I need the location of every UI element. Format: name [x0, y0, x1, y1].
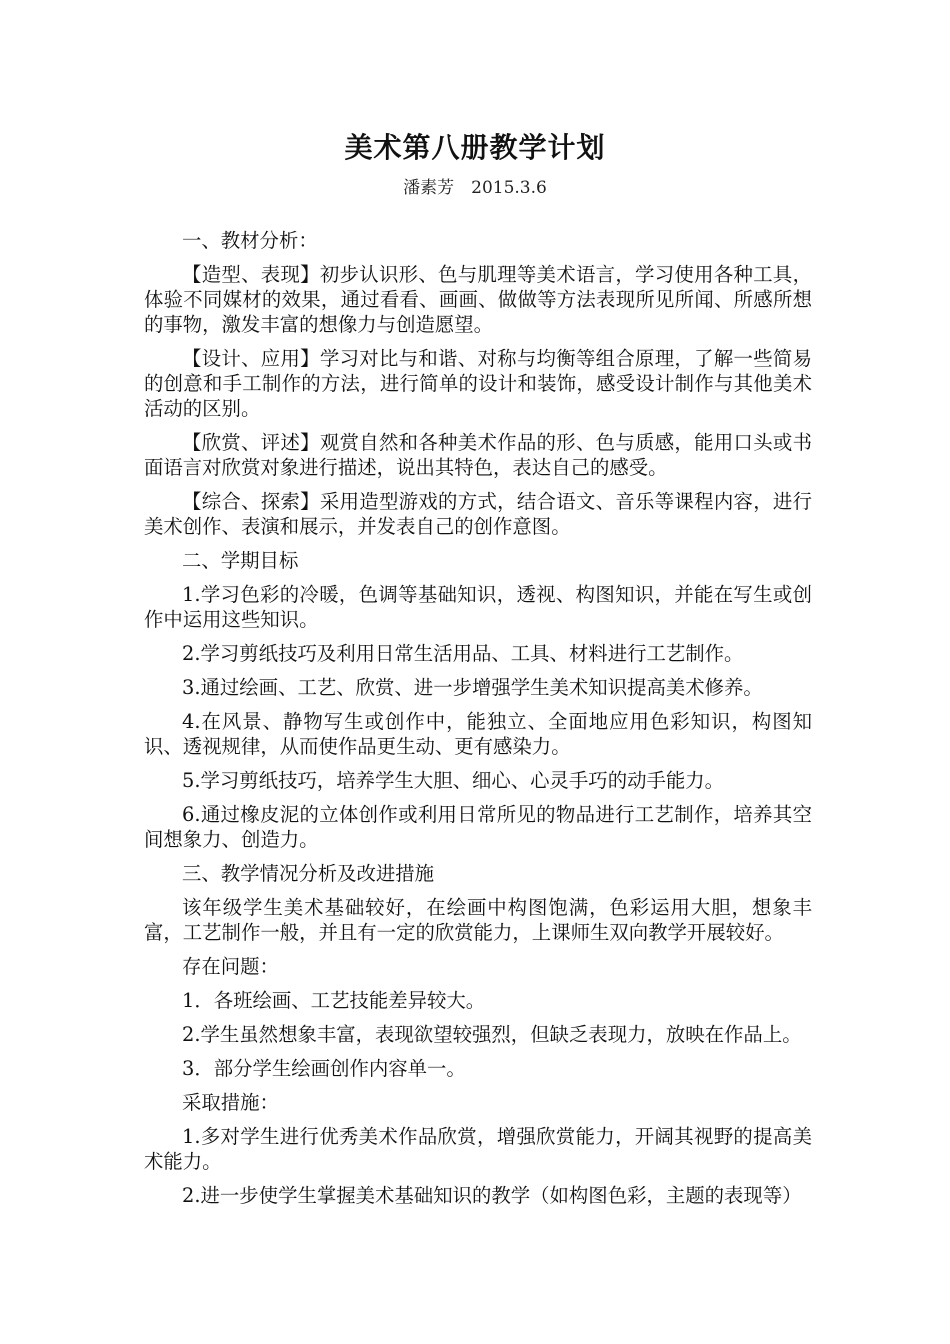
- goal-item-4: 4.在风景、静物写生或创作中，能独立、全面地应用色彩知识，构图知识、透视规律，从而使作品更生动、更有感染力。: [144, 710, 812, 758]
- section-heading-teaching-analysis: 三、教学情况分析及改进措施: [182, 862, 435, 885]
- problem-item-3: 3．部分学生绘画创作内容单一。: [182, 1057, 466, 1080]
- goal-item-5: 5.学习剪纸技巧，培养学生大胆、细心、心灵手巧的动手能力。: [182, 769, 725, 792]
- paragraph-modeling-expression: 【造型、表现】初步认识形、色与肌理等美术语言，学习使用各种工具，体验不同媒材的效果，通过看看、画画、做做等方法表现所见所闻、所感所想的事物，激发丰富的想像力与创造愿望。: [144, 263, 812, 336]
- subheading-measures: 采取措施：: [182, 1091, 279, 1114]
- document-body: [144, 228, 812, 1217]
- measure-item-1: 1.多对学生进行优秀美术作品欣赏，增强欣赏能力，开阔其视野的提高美术能力。: [144, 1125, 812, 1173]
- section-heading-semester-goals: 二、学期目标: [182, 549, 299, 572]
- goal-item-3: 3.通过绘画、工艺、欣赏、进一步增强学生美术知识提高美术修养。: [182, 676, 763, 699]
- problem-item-2: 2.学生虽然想象丰富，表现欲望较强烈，但缺乏表现力，放映在作品上。: [182, 1023, 802, 1046]
- measure-item-2: 2.进一步使学生掌握美术基础知识的教学（如构图色彩，主题的表现等）: [182, 1184, 802, 1207]
- subheading-existing-problems: 存在问题：: [182, 955, 279, 978]
- section-heading-textbook-analysis: 一、教材分析：: [182, 229, 318, 252]
- goal-item-2: 2.学习剪纸技巧及利用日常生活用品、工具、材料进行工艺制作。: [182, 642, 744, 665]
- goal-item-1: 1.学习色彩的冷暖，色调等基础知识，透视、构图知识，并能在写生或创作中运用这些知识。: [144, 583, 812, 631]
- paragraph-synthesis-exploration: 【综合、探索】采用造型游戏的方式，结合语文、音乐等课程内容，进行美术创作、表演和展示，并发表自己的创作意图。: [144, 490, 812, 538]
- document-title: 美术第八册教学计划: [344, 131, 606, 164]
- goal-item-6: 6.通过橡皮泥的立体创作或利用日常所见的物品进行工艺制作，培养其空间想象力、创造力。: [144, 803, 812, 851]
- paragraph-class-situation: 该年级学生美术基础较好，在绘画中构图饱满，色彩运用大胆，想象丰富，工艺制作一般，并且有一定的欣赏能力，上课师生双向教学开展较好。: [144, 896, 812, 944]
- paragraph-design-application: 【设计、应用】学习对比与和谐、对称与均衡等组合原理，了解一些简易的创意和手工制作的方法，进行简单的设计和装饰，感受设计制作与其他美术活动的区别。: [144, 347, 812, 420]
- problem-item-1: 1．各班绘画、工艺技能差异较大。: [182, 989, 486, 1012]
- author-date-line: 潘素芳 2015.3.6: [403, 178, 547, 198]
- paragraph-appreciation-review: 【欣赏、评述】观赏自然和各种美术作品的形、色与质感，能用口头或书面语言对欣赏对象进行描述，说出其特色，表达自己的感受。: [144, 431, 812, 479]
